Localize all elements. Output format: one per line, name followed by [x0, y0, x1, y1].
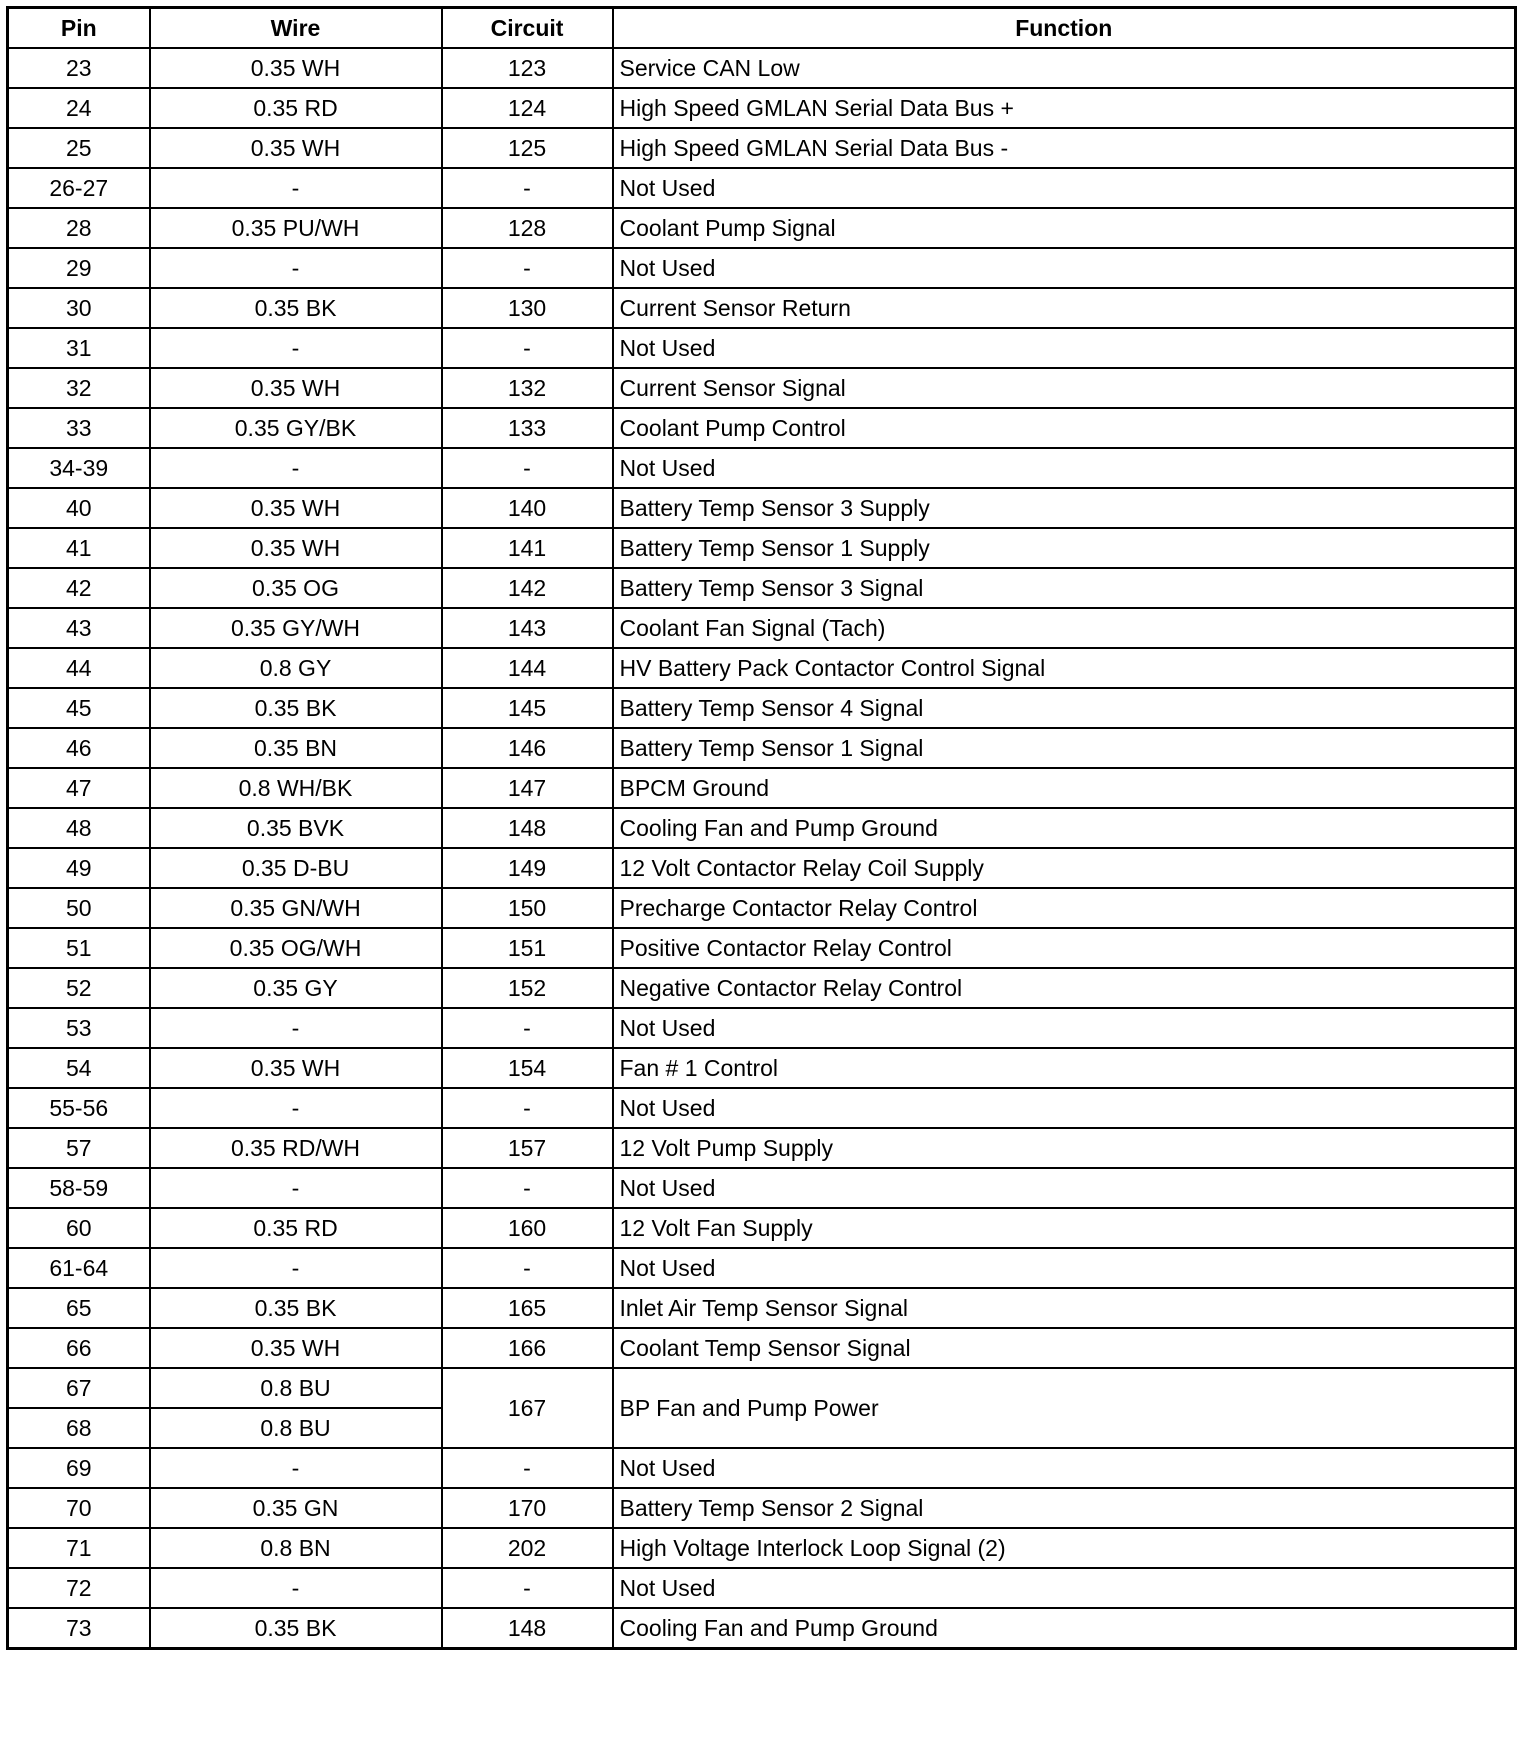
circuit-cell: -: [442, 1568, 613, 1608]
function-cell: Not Used: [613, 168, 1516, 208]
wire-cell: -: [150, 1568, 442, 1608]
wire-cell: 0.35 WH: [150, 128, 442, 168]
pin-cell: 69: [8, 1448, 150, 1488]
table-row: [8, 1488, 1516, 1528]
function-cell: Battery Temp Sensor 1 Supply: [613, 528, 1516, 568]
pin-cell: 60: [8, 1208, 150, 1248]
pin-cell: 54: [8, 1048, 150, 1088]
header-function: Function: [613, 8, 1516, 49]
table-row: [8, 1368, 1516, 1408]
function-cell: Positive Contactor Relay Control: [613, 928, 1516, 968]
function-cell: Cooling Fan and Pump Ground: [613, 1608, 1516, 1649]
circuit-cell: -: [442, 1248, 613, 1288]
wire-cell: 0.35 OG/WH: [150, 928, 442, 968]
function-cell: 12 Volt Contactor Relay Coil Supply: [613, 848, 1516, 888]
circuit-cell: 146: [442, 728, 613, 768]
wire-cell: 0.35 WH: [150, 488, 442, 528]
table-row: [8, 768, 1516, 808]
pin-cell: 52: [8, 968, 150, 1008]
wire-cell: -: [150, 1248, 442, 1288]
header-circuit: Circuit: [442, 8, 613, 49]
function-cell: Not Used: [613, 328, 1516, 368]
circuit-cell: 130: [442, 288, 613, 328]
wire-cell: 0.35 GY/WH: [150, 608, 442, 648]
wire-cell: 0.35 GN/WH: [150, 888, 442, 928]
function-cell: Coolant Pump Signal: [613, 208, 1516, 248]
table-row: [8, 208, 1516, 248]
function-cell: Coolant Pump Control: [613, 408, 1516, 448]
pin-cell: 57: [8, 1128, 150, 1168]
table-row: [8, 128, 1516, 168]
function-cell: Not Used: [613, 1008, 1516, 1048]
pin-cell: 31: [8, 328, 150, 368]
pin-cell: 33: [8, 408, 150, 448]
wire-cell: 0.35 RD: [150, 1208, 442, 1248]
connector-pinout-table-container: [6, 6, 1514, 1650]
function-cell: Not Used: [613, 1168, 1516, 1208]
table-row: [8, 368, 1516, 408]
wire-cell: 0.35 GN: [150, 1488, 442, 1528]
table-body: [8, 48, 1516, 1649]
circuit-cell: 165: [442, 1288, 613, 1328]
pin-cell: 24: [8, 88, 150, 128]
pin-cell: 34-39: [8, 448, 150, 488]
wire-cell: 0.8 BN: [150, 1528, 442, 1568]
wire-cell: 0.35 BK: [150, 1608, 442, 1649]
wire-cell: 0.8 WH/BK: [150, 768, 442, 808]
function-cell: Battery Temp Sensor 3 Supply: [613, 488, 1516, 528]
function-cell: Negative Contactor Relay Control: [613, 968, 1516, 1008]
table-header: [8, 8, 1516, 49]
circuit-cell: 149: [442, 848, 613, 888]
function-cell: Not Used: [613, 1248, 1516, 1288]
pin-cell: 71: [8, 1528, 150, 1568]
function-cell: Fan # 1 Control: [613, 1048, 1516, 1088]
wire-cell: 0.8 BU: [150, 1368, 442, 1408]
pin-cell: 72: [8, 1568, 150, 1608]
circuit-cell: 144: [442, 648, 613, 688]
wire-cell: -: [150, 168, 442, 208]
table-row: [8, 928, 1516, 968]
table-row: [8, 568, 1516, 608]
wire-cell: 0.35 WH: [150, 48, 442, 88]
pin-cell: 67: [8, 1368, 150, 1408]
table-row: [8, 328, 1516, 368]
circuit-cell: -: [442, 1448, 613, 1488]
circuit-cell: 125: [442, 128, 613, 168]
table-row: [8, 848, 1516, 888]
circuit-cell: 160: [442, 1208, 613, 1248]
circuit-cell: 124: [442, 88, 613, 128]
wire-cell: 0.35 D-BU: [150, 848, 442, 888]
circuit-cell: 140: [442, 488, 613, 528]
header-pin: Pin: [8, 8, 150, 49]
circuit-cell: -: [442, 248, 613, 288]
wire-cell: -: [150, 1448, 442, 1488]
function-cell: Precharge Contactor Relay Control: [613, 888, 1516, 928]
function-cell: Battery Temp Sensor 4 Signal: [613, 688, 1516, 728]
pin-cell: 32: [8, 368, 150, 408]
pin-cell: 73: [8, 1608, 150, 1649]
circuit-cell: 133: [442, 408, 613, 448]
table-row: [8, 408, 1516, 448]
pin-cell: 58-59: [8, 1168, 150, 1208]
function-cell: Battery Temp Sensor 3 Signal: [613, 568, 1516, 608]
pin-cell: 61-64: [8, 1248, 150, 1288]
function-cell: Not Used: [613, 448, 1516, 488]
function-cell: Current Sensor Return: [613, 288, 1516, 328]
circuit-cell: 148: [442, 1608, 613, 1649]
pin-cell: 26-27: [8, 168, 150, 208]
circuit-cell: 142: [442, 568, 613, 608]
wire-cell: 0.35 OG: [150, 568, 442, 608]
circuit-cell: -: [442, 328, 613, 368]
circuit-cell: 150: [442, 888, 613, 928]
table-row: [8, 168, 1516, 208]
wire-cell: 0.35 GY: [150, 968, 442, 1008]
connector-pinout-table: [6, 6, 1517, 1650]
wire-cell: 0.35 BN: [150, 728, 442, 768]
function-cell: 12 Volt Fan Supply: [613, 1208, 1516, 1248]
wire-cell: 0.8 GY: [150, 648, 442, 688]
pin-cell: 40: [8, 488, 150, 528]
table-row: [8, 1288, 1516, 1328]
table-row: [8, 448, 1516, 488]
circuit-cell: 141: [442, 528, 613, 568]
circuit-cell: 143: [442, 608, 613, 648]
wire-cell: -: [150, 1008, 442, 1048]
function-cell: Battery Temp Sensor 1 Signal: [613, 728, 1516, 768]
table-row: [8, 968, 1516, 1008]
pin-cell: 45: [8, 688, 150, 728]
pin-cell: 51: [8, 928, 150, 968]
wire-cell: -: [150, 1168, 442, 1208]
pin-cell: 43: [8, 608, 150, 648]
wire-cell: 0.35 WH: [150, 1048, 442, 1088]
table-row: [8, 288, 1516, 328]
function-cell: Inlet Air Temp Sensor Signal: [613, 1288, 1516, 1328]
table-row: [8, 608, 1516, 648]
table-row: [8, 728, 1516, 768]
function-cell: Not Used: [613, 1568, 1516, 1608]
table-row: [8, 888, 1516, 928]
pin-cell: 65: [8, 1288, 150, 1328]
circuit-cell: 132: [442, 368, 613, 408]
table-row: [8, 1328, 1516, 1368]
function-cell: Current Sensor Signal: [613, 368, 1516, 408]
circuit-cell: 151: [442, 928, 613, 968]
function-cell: Battery Temp Sensor 2 Signal: [613, 1488, 1516, 1528]
function-cell: 12 Volt Pump Supply: [613, 1128, 1516, 1168]
table-row: [8, 1208, 1516, 1248]
table-row: [8, 1088, 1516, 1128]
wire-cell: -: [150, 448, 442, 488]
header-row: [8, 8, 1516, 49]
wire-cell: 0.35 WH: [150, 528, 442, 568]
pin-cell: 25: [8, 128, 150, 168]
table-row: [8, 1168, 1516, 1208]
table-row: [8, 1008, 1516, 1048]
wire-cell: 0.8 BU: [150, 1408, 442, 1448]
wire-cell: 0.35 BK: [150, 288, 442, 328]
circuit-cell: 202: [442, 1528, 613, 1568]
circuit-cell: -: [442, 448, 613, 488]
function-cell: Not Used: [613, 248, 1516, 288]
table-row: [8, 88, 1516, 128]
table-row: [8, 488, 1516, 528]
wire-cell: 0.35 RD: [150, 88, 442, 128]
table-row: [8, 528, 1516, 568]
table-row: [8, 648, 1516, 688]
pin-cell: 53: [8, 1008, 150, 1048]
table-row: [8, 1568, 1516, 1608]
function-cell: High Voltage Interlock Loop Signal (2): [613, 1528, 1516, 1568]
header-wire: Wire: [150, 8, 442, 49]
table-row: [8, 48, 1516, 88]
circuit-cell: 123: [442, 48, 613, 88]
function-cell: Coolant Temp Sensor Signal: [613, 1328, 1516, 1368]
table-row: [8, 1448, 1516, 1488]
pin-cell: 47: [8, 768, 150, 808]
table-row: [8, 1528, 1516, 1568]
wire-cell: 0.35 WH: [150, 368, 442, 408]
pin-cell: 30: [8, 288, 150, 328]
table-row: [8, 248, 1516, 288]
wire-cell: 0.35 BK: [150, 688, 442, 728]
wire-cell: 0.35 BK: [150, 1288, 442, 1328]
circuit-cell: 148: [442, 808, 613, 848]
circuit-cell: 167: [442, 1368, 613, 1448]
circuit-cell: -: [442, 1008, 613, 1048]
pin-cell: 44: [8, 648, 150, 688]
pin-cell: 66: [8, 1328, 150, 1368]
circuit-cell: 157: [442, 1128, 613, 1168]
pin-cell: 23: [8, 48, 150, 88]
table-row: [8, 808, 1516, 848]
pin-cell: 41: [8, 528, 150, 568]
table-row: [8, 1128, 1516, 1168]
pin-cell: 48: [8, 808, 150, 848]
circuit-cell: 145: [442, 688, 613, 728]
table-row: [8, 688, 1516, 728]
circuit-cell: 147: [442, 768, 613, 808]
wire-cell: -: [150, 328, 442, 368]
circuit-cell: 166: [442, 1328, 613, 1368]
pin-cell: 49: [8, 848, 150, 888]
wire-cell: 0.35 BVK: [150, 808, 442, 848]
wire-cell: 0.35 WH: [150, 1328, 442, 1368]
circuit-cell: -: [442, 1168, 613, 1208]
function-cell: BP Fan and Pump Power: [613, 1368, 1516, 1448]
function-cell: Coolant Fan Signal (Tach): [613, 608, 1516, 648]
pin-cell: 28: [8, 208, 150, 248]
function-cell: Not Used: [613, 1448, 1516, 1488]
pin-cell: 42: [8, 568, 150, 608]
circuit-cell: 152: [442, 968, 613, 1008]
pin-cell: 29: [8, 248, 150, 288]
wire-cell: 0.35 PU/WH: [150, 208, 442, 248]
circuit-cell: 170: [442, 1488, 613, 1528]
pin-cell: 70: [8, 1488, 150, 1528]
wire-cell: 0.35 GY/BK: [150, 408, 442, 448]
wire-cell: -: [150, 248, 442, 288]
pin-cell: 50: [8, 888, 150, 928]
table-row: [8, 1608, 1516, 1649]
function-cell: Cooling Fan and Pump Ground: [613, 808, 1516, 848]
table-row: [8, 1248, 1516, 1288]
function-cell: Not Used: [613, 1088, 1516, 1128]
function-cell: BPCM Ground: [613, 768, 1516, 808]
function-cell: Service CAN Low: [613, 48, 1516, 88]
function-cell: High Speed GMLAN Serial Data Bus -: [613, 128, 1516, 168]
pin-cell: 68: [8, 1408, 150, 1448]
wire-cell: 0.35 RD/WH: [150, 1128, 442, 1168]
wire-cell: -: [150, 1088, 442, 1128]
pin-cell: 55-56: [8, 1088, 150, 1128]
circuit-cell: -: [442, 168, 613, 208]
circuit-cell: -: [442, 1088, 613, 1128]
table-row: [8, 1048, 1516, 1088]
function-cell: High Speed GMLAN Serial Data Bus +: [613, 88, 1516, 128]
circuit-cell: 154: [442, 1048, 613, 1088]
circuit-cell: 128: [442, 208, 613, 248]
pin-cell: 46: [8, 728, 150, 768]
function-cell: HV Battery Pack Contactor Control Signal: [613, 648, 1516, 688]
